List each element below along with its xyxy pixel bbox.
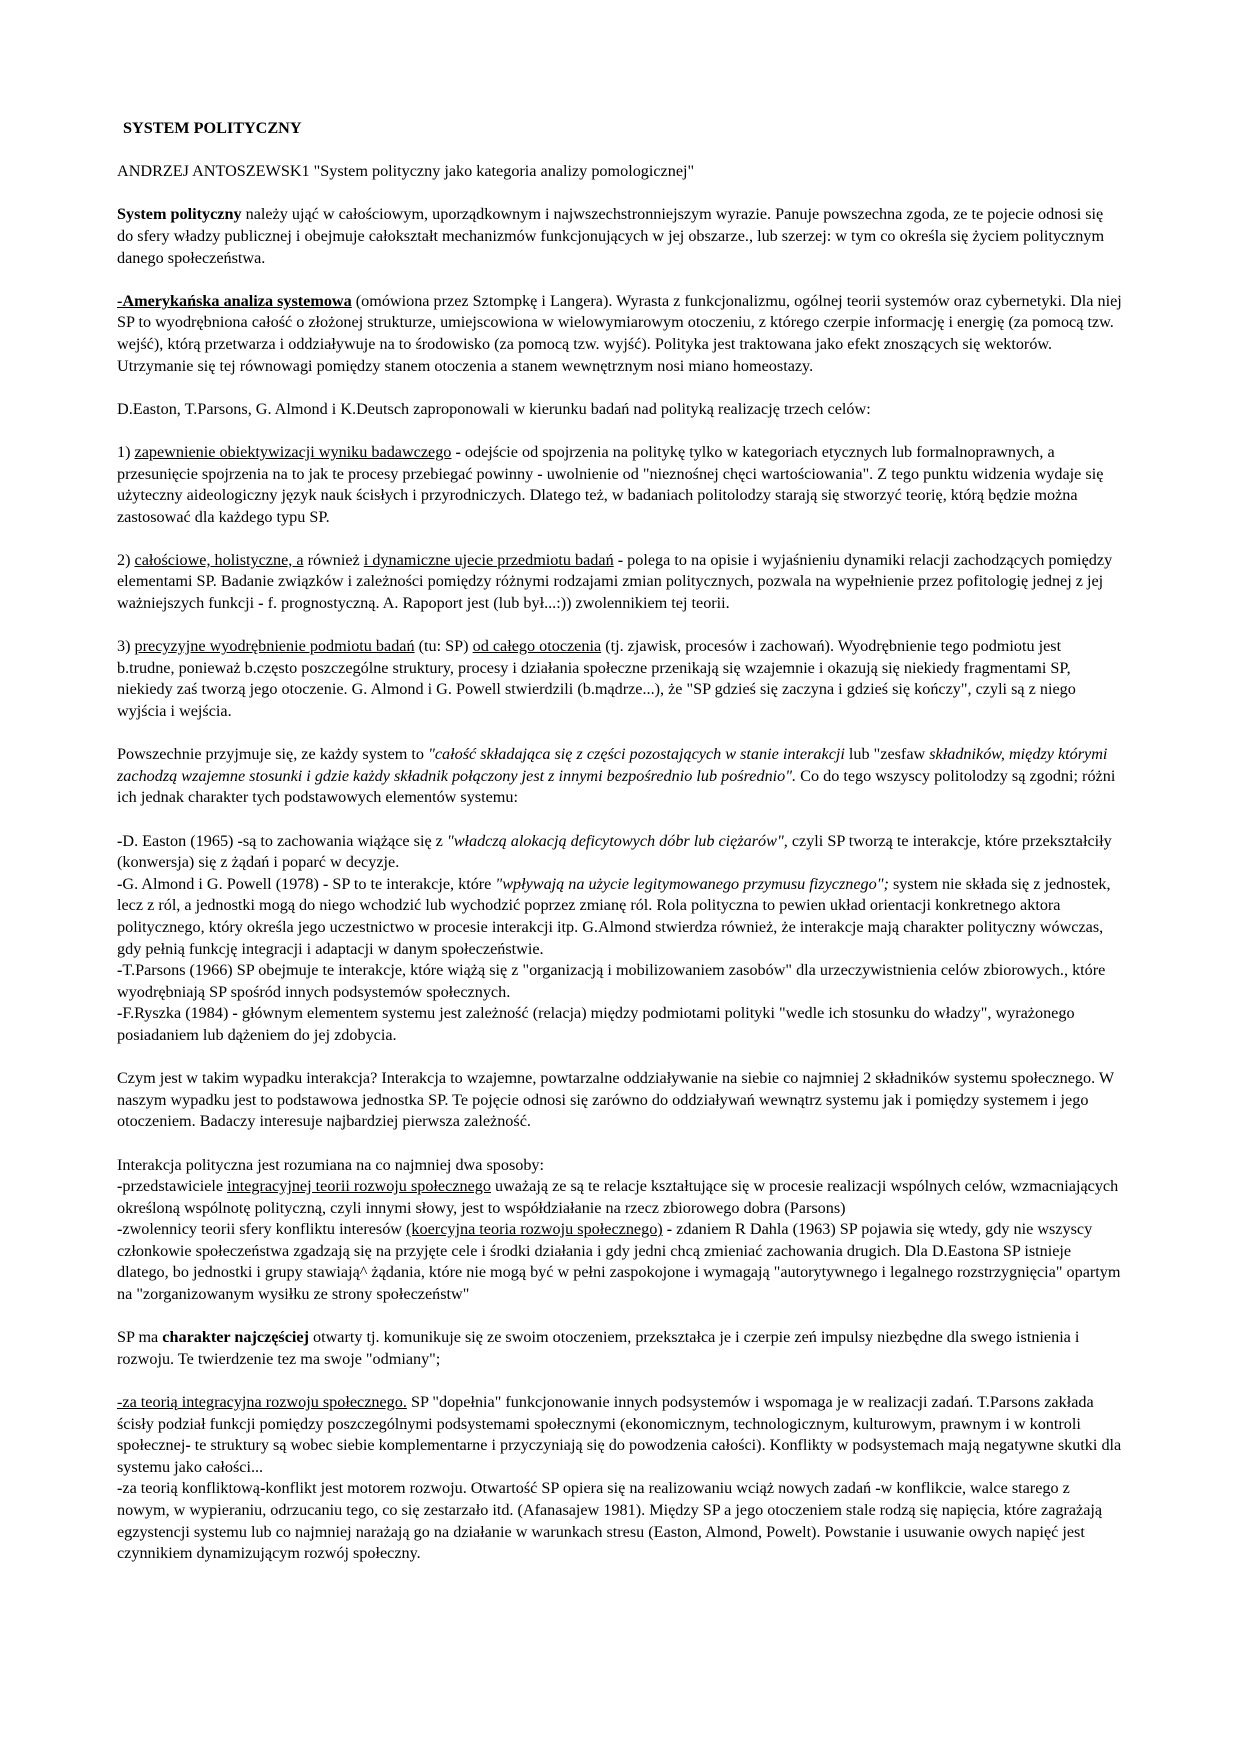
paragraph-text: czyli SP tworzą te interakcje, które przekształciły (konwersja) się z żądań i poparć w decyzje. bbox=[117, 831, 1112, 872]
paragraph-interaction: Czym jest w takim wypadku interakcja? Interakcja to wzajemne, powtarzalne oddziaływanie na siebie co najmniej 2 składników systemu społecznego. W naszym wypadku jest to podstawowa jednostka SP. Te pojęcie odnosi się zarówno do oddziaływań wewnątrz systemu jak i pomiędzy systemem i jego otoczeniem. Badaczy interesuje najbardziej pierwsza zależność. bbox=[117, 1069, 1114, 1131]
paragraph-text: Co do tego wszyscy politolodzy są zgodni; różni ich jednak charakter tych podstawowych elementów systemu: bbox=[117, 766, 1116, 807]
dash: - bbox=[237, 831, 243, 850]
definition-almond-powell bbox=[117, 874, 1122, 960]
dash: - bbox=[232, 1004, 238, 1023]
paragraph-text: polega to na opisie i wyjaśnieniu dynamiki relacji zachodzących pomiędzy elementami SP. Badanie związków i zależności pomiędzy różnymi rodzajami zmian politycznych, pozwala na wypełnienie przez pofitologię jednej z jej ważniejszych funkcji bbox=[117, 550, 1113, 613]
paragraph-text: lub "zesfaw bbox=[844, 745, 930, 764]
paragraph-text: f. prognostyczną. A. Rapoport jest (lub był...:)) zwolennikiem tej teorii. bbox=[263, 594, 730, 613]
paragraph-text: (omówiona przez Sztompkę i Langera). Wyrasta z funkcjonalizmu, ogólnej teorii systemów oraz cybernetyki. Dla niej SP to wyodrębniona całość o złożonej strukturze, umiejscowiona w wielowymiarowym otoczeniu, z którego czerpie informację i energię (za pomocą tzw. wejść), którą przetwarza i oddziaływuje na to środowisko (za pomocą tzw. wyjść). Polityka jest traktowana jako efekt znoszących się wektorów. Utrzymanie się tej równowagi pomiędzy stanem otoczenia a stanem wewnętrznym nosi miano homeostazy. bbox=[117, 291, 1122, 375]
dash: - bbox=[117, 961, 123, 980]
section-heading: -Amerykańska analiza systemowa bbox=[117, 291, 352, 310]
dash: - bbox=[258, 594, 264, 613]
underlined-term: (koercyjna teoria rozwoju społecznego) bbox=[406, 1220, 663, 1239]
dash: - bbox=[117, 1177, 123, 1196]
underlined-term: precyzyjne wyodrębnienie podmiotu badań bbox=[134, 637, 415, 656]
paragraph-system-definition bbox=[117, 204, 1122, 269]
underlined-term: od całego otoczenia bbox=[472, 637, 602, 656]
paragraph-text: te struktury są wobec siebie komplementarne i przyczyniają się do powodzenia całości). Konflikty w podsystemach mają negatywne skutki dla systemu jako całości... bbox=[117, 1436, 1122, 1476]
paragraph-text: zwolennicy teorii sfery konfliktu interesów bbox=[122, 1220, 407, 1239]
dash: - bbox=[117, 1220, 123, 1239]
dash: - bbox=[117, 1479, 123, 1498]
underlined-term: i dynamiczne ujecie przedmiotu badań bbox=[363, 550, 614, 569]
paragraph-text: (tj. zjawisk, procesów i zachowań). Wyodrębnienie tego podmiotu jest b.trudne, ponieważ b.często poszczególne struktury, procesy i działania społeczne przenikają się wzajemnie i okazują się niekiedy fragmentami SP, niekiedy zaś tworzą jego otoczenie. G. Almond i G. Powell stwierdzili (b.mądrze...), że "SP gdzieś się zaczyna i gdzieś się kończy", czyli są z niego wyjścia i wejścia. bbox=[117, 637, 1076, 721]
paragraph-text: konflikt jest motorem rozwoju. Otwartość SP opiera się na realizowaniu wciąż nowych zadań bbox=[265, 1479, 876, 1498]
paragraph-text: SP to te interakcje, które bbox=[328, 874, 496, 893]
item-integration-theory bbox=[117, 1176, 1122, 1219]
paragraph-open-character bbox=[117, 1327, 1122, 1370]
dash: - bbox=[662, 1220, 677, 1239]
paragraph-text: system nie składa się z jednostek, lecz z ról, a jednostki mogą do niego wchodzić lub wychodzić poprzez zmianę ról. Rola polityczna to pewien układ orientacji konkretnego aktora politycznego, który określa jego uczestnictwo w procesie interakcji itp. G.Almond stwierdza również, że interakcje mają charakter polityczny wówczas, gdy pełnią funkcję integracji i adaptacji w danym społeczeństwie. bbox=[117, 874, 1111, 958]
paragraph-text: F.Ryszka (1984) bbox=[122, 1004, 233, 1023]
dash: - bbox=[322, 874, 329, 893]
paragraph-conflict-variant bbox=[117, 1478, 1122, 1564]
paragraph-text: SP ma bbox=[117, 1328, 163, 1347]
dash: - bbox=[451, 442, 465, 461]
bold-term: System polityczny bbox=[117, 205, 242, 224]
italic-quote: "wpływają na użycie legitymowanego przymusu fizycznego"; bbox=[495, 874, 889, 893]
dash: - bbox=[185, 1436, 191, 1455]
paragraph-text: (tu: SP) bbox=[414, 637, 473, 656]
underlined-term: zapewnienie obiektywizacji wyniku badawczego bbox=[134, 442, 452, 461]
paragraph-text: otwarty tj. komunikuje się ze swoim otoczeniem, przekształca je i czerpie zeń impulsy niezbędne dla swego istnienia i rozwoju. Te twierdzenie tez ma swoje "odmiany"; bbox=[117, 1328, 1080, 1368]
dash: - bbox=[117, 1004, 123, 1023]
paragraph-text: zdaniem R Dahla (1963) SP pojawia się wtedy, gdy nie wszyscy członkowie społeczeństwa zgadzają się na przyjęte cele i środki działania i gdy jedni chcą zmieniać zachowania drugich. Dla D.Eastona SP istnieje dlatego, bo jednostki i grupy stawiają^ żądania, które nie mogą być w pełni zaspokojone i wymagają "autorytywnego i legalnego rozstrzygnięcia" opartym na "zorganizowanym wysiłku ze strony społeczeństw" bbox=[117, 1220, 1121, 1304]
bold-term: charakter najczęściej bbox=[162, 1328, 309, 1347]
underlined-term: integracyjnej teorii rozwoju społecznego bbox=[227, 1177, 491, 1196]
paragraph-goal-3 bbox=[117, 636, 1122, 722]
paragraph-text: należy ująć w całościowym, uporządkownym i najwszechstronniejszym wyrazie. Panuje powszechna zgoda, ze te pojecie odnosi się do sfery władzy publicznej i obejmuje całokształt mechanizmów funkcjonujących w jej obszarze., lub szerzej: w tym co określa się życiem politycznym danego społeczeństwa. bbox=[117, 205, 1105, 267]
paragraph-text: G. Almond i G. Powell (1978) bbox=[122, 874, 323, 893]
author-line: ANDRZEJ ANTOSZEWSK1 "System polityczny jako kategoria analizy pomologicznej" bbox=[117, 162, 695, 181]
paragraph-text: uważają ze są te relacje kształtujące się w procesie realizacji wspólnych celów, wzmacniających określoną wspólnotę polityczną, czyli innymi słowy, jest to współdziałanie na rzecz zbiorowego dobra (Parsons) bbox=[117, 1177, 1119, 1217]
paragraph-system-elements bbox=[117, 744, 1122, 809]
underlined-term: całościowe, holistyczne, a bbox=[134, 550, 304, 569]
paragraph-text: odejście od spojrzenia na politykę tylko w kategoriach etycznych lub formalnoprawnych, a przesunięcie spojrzenia na to jak te procesy przebiegać powinny bbox=[117, 442, 1055, 483]
paragraph-text: Powszechnie przyjmuje się, ze każdy system to bbox=[117, 745, 429, 764]
paragraph-text: T.Parsons (1966) SP obejmuje te interakcje, które wiążą się z "organizacją i mobilizowaniem zasobów" dla urzeczywistnienia celów zbiorowych., które wyodrębniają SP spośród innych podsystemów społecznych. bbox=[117, 961, 1106, 1001]
italic-quote: składników, między którymi zachodzą wzajemne stosunki i gdzie każdy składnik połączony jest z innymi bezpośrednio lub pośrednio". bbox=[117, 745, 1108, 785]
dash: - bbox=[875, 1479, 881, 1498]
definition-parsons bbox=[117, 960, 1122, 1003]
paragraph-text: również bbox=[303, 550, 364, 569]
paragraph-goals-intro: D.Easton, T.Parsons, G. Almond i K.Deutsch zaproponowali w kierunku badań nad polityką realizację trzech celów: bbox=[117, 399, 871, 418]
dash: - bbox=[117, 874, 123, 893]
item-number: 2) bbox=[117, 550, 135, 569]
italic-quote: "całość składająca się z części pozostających w stanie interakcji bbox=[428, 745, 845, 764]
paragraph-goal-1 bbox=[117, 442, 1122, 528]
paragraph-text: za teorią konfliktową bbox=[122, 1479, 260, 1498]
paragraph-goal-2 bbox=[117, 550, 1122, 615]
document-page bbox=[117, 118, 1122, 1565]
dash: - bbox=[537, 464, 543, 483]
dash: - bbox=[613, 550, 628, 569]
paragraph-text: głównym elementem systemu jest zależność (relacja) między podmiotami polityki "wedle ich stosunku do władzy", wyrażonego posiadaniem lub dążeniem do jej zdobycia. bbox=[117, 1004, 1075, 1044]
italic-quote: "władczą alokacją deficytowych dóbr lub ciężarów", bbox=[446, 831, 788, 850]
document-title: SYSTEM POLITYCZNY bbox=[123, 119, 302, 137]
paragraph-american-analysis bbox=[117, 291, 1122, 377]
dash: - bbox=[117, 831, 123, 850]
paragraph-text: uwolnienie od "nieznośnej chęci wartościowania". Z tego punktu widzenia wydaje się użyteczny aideologiczny język nauk ścisłych i przyrodniczych. Dlatego też, w badaniach politolodzy starają się stworzyć teorię, którą będzie można zastosować dla każdego typu SP. bbox=[117, 464, 1104, 526]
paragraph-text: w konflikcie, walce starego z nowym, w wypieraniu, odrzucaniu tego, co się zestarzało itd. (Afanasajew 1981). Między SP a jego otoczeniem stale rodzą się napięcia, które zagrażają egzystencji systemu lub co najmniej narażają go na działanie w warunkach stresu (Easton, Almond, Powelt). Powstanie i usuwanie owych napięć jest czynnikiem dynamizującym rozwój społeczny. bbox=[117, 1479, 1103, 1563]
paragraph-text: są to zachowania wiążące się z bbox=[242, 831, 447, 850]
paragraph-text: przedstawiciele bbox=[122, 1177, 228, 1196]
dash: - bbox=[259, 1479, 266, 1498]
definition-easton bbox=[117, 831, 1122, 874]
paragraph-integration-variant bbox=[117, 1392, 1122, 1478]
item-conflict-theory bbox=[117, 1219, 1122, 1305]
paragraph-text: SP "dopełnia" funkcjonowanie innych podsystemów i wspomaga je w realizacji zadań. T.Parsons zakłada ścisły podział funkcji pomiędzy poszczególnymi podsystemami społecznymi (ekonomicznym, technologicznym, kulturowym, prawnym i w kontroli społecznej bbox=[117, 1393, 1094, 1455]
definition-ryszka bbox=[117, 1003, 1122, 1046]
underlined-term: -za teorią integracyjna rozwoju społecznego. bbox=[117, 1393, 407, 1412]
item-number: 1) bbox=[117, 442, 135, 461]
paragraph-text: D. Easton (1965) bbox=[122, 831, 238, 850]
item-number: 3) bbox=[117, 637, 135, 656]
paragraph-political-interaction-intro: Interakcja polityczna jest rozumiana na co najmniej dwa sposoby: bbox=[117, 1155, 545, 1174]
